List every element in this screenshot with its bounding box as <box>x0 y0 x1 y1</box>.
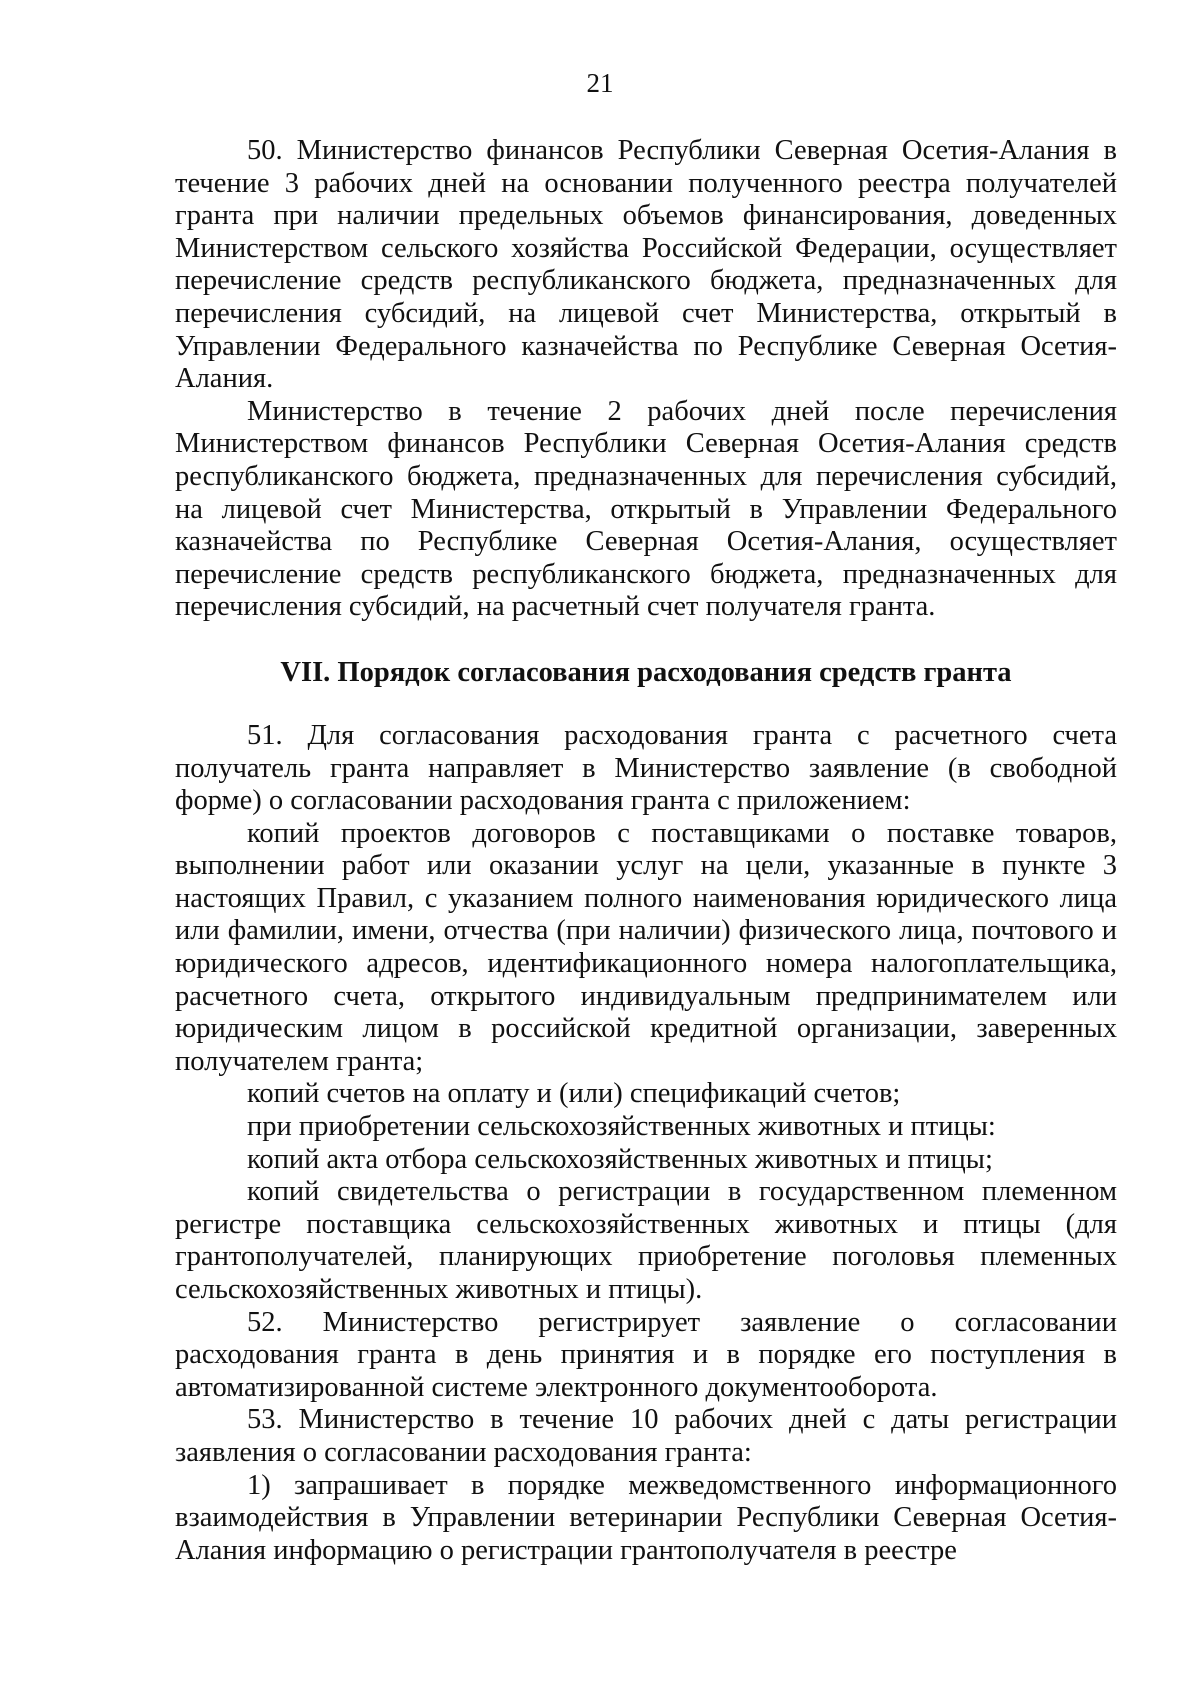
paragraph-50: 50. Министерство финансов Республики Северная Осетия-Алания в течение 3 рабочих дней на основании полученного реестра получателей гранта при наличии предельных объемов финансирования, доведенных Министерством сельского хозяйства Российской Федерации, осуществляет перечисление средств республиканского бюджета, предназначенных для перечисления субсидий, на лицевой счет Министерства, открытый в Управлении Федерального казначейства по Республике Северная Осетия-Алания. <box>175 135 1117 395</box>
document-body <box>175 135 1117 1567</box>
list-item-contract-copies: копий проектов договоров с поставщиками о поставке товаров, выполнении работ или оказании услуг на цели, указанные в пункте 3 настоящих Правил, с указанием полного наименования юридического лица или фамилии, имени, отчества (при наличии) физического лица, почтового и юридического адресов, идентификационного номера налогоплательщика, расчетного счета, открытого индивидуальным предпринимателем или юридическим лицом в российской кредитной организации, заверенных получателем гранта; <box>175 817 1117 1077</box>
paragraph-52: 52. Министерство регистрирует заявление о согласовании расходования гранта в день принятия и в порядке его поступления в автоматизированной системе электронного документооборота. <box>175 1306 1117 1403</box>
paragraph-53: 53. Министерство в течение 10 рабочих дней с даты регистрации заявления о согласовании расходования гранта: <box>175 1404 1117 1468</box>
page-number: 21 <box>586 68 614 98</box>
list-item-animal-purchase: при приобретении сельскохозяйственных животных и птицы: <box>247 1111 996 1143</box>
paragraph-53-item-1: 1) запрашивает в порядке межведомственного информационного взаимодействия в Управлении ветеринарии Республики Северная Осетия-Алания информацию о регистрации грантополучателя в реестре <box>175 1469 1117 1566</box>
section-heading: VII. Порядок согласования расходования средств гранта <box>280 656 1012 688</box>
paragraph-51: 51. Для согласования расходования гранта с расчетного счета получатель гранта направляет в Министерство заявление (в свободной форме) о согласовании расходования гранта с приложением: <box>175 719 1117 817</box>
list-item-breeding-certificate: копий свидетельства о регистрации в государственном племенном регистре поставщика сельскохозяйственных животных и птицы (для грантополучателей, планирующих приобретение поголовья племенных сельскохозяйственных животных и птицы). <box>175 1176 1117 1305</box>
paragraph-50-continuation: Министерство в течение 2 рабочих дней после перечисления Министерством финансов Республики Северная Осетия-Алания средств республиканского бюджета, предназначенных для перечисления субсидий, на лицевой счет Министерства, открытый в Управлении Федерального казначейства по Республике Северная Осетия-Алания, осуществляет перечисление средств республиканского бюджета, предназначенных для перечисления субсидий, на расчетный счет получателя гранта. <box>175 395 1117 623</box>
list-item-selection-act: копий акта отбора сельскохозяйственных животных и птицы; <box>247 1143 993 1175</box>
list-item-invoice-copies: копий счетов на оплату и (или) спецификаций счетов; <box>247 1078 901 1110</box>
